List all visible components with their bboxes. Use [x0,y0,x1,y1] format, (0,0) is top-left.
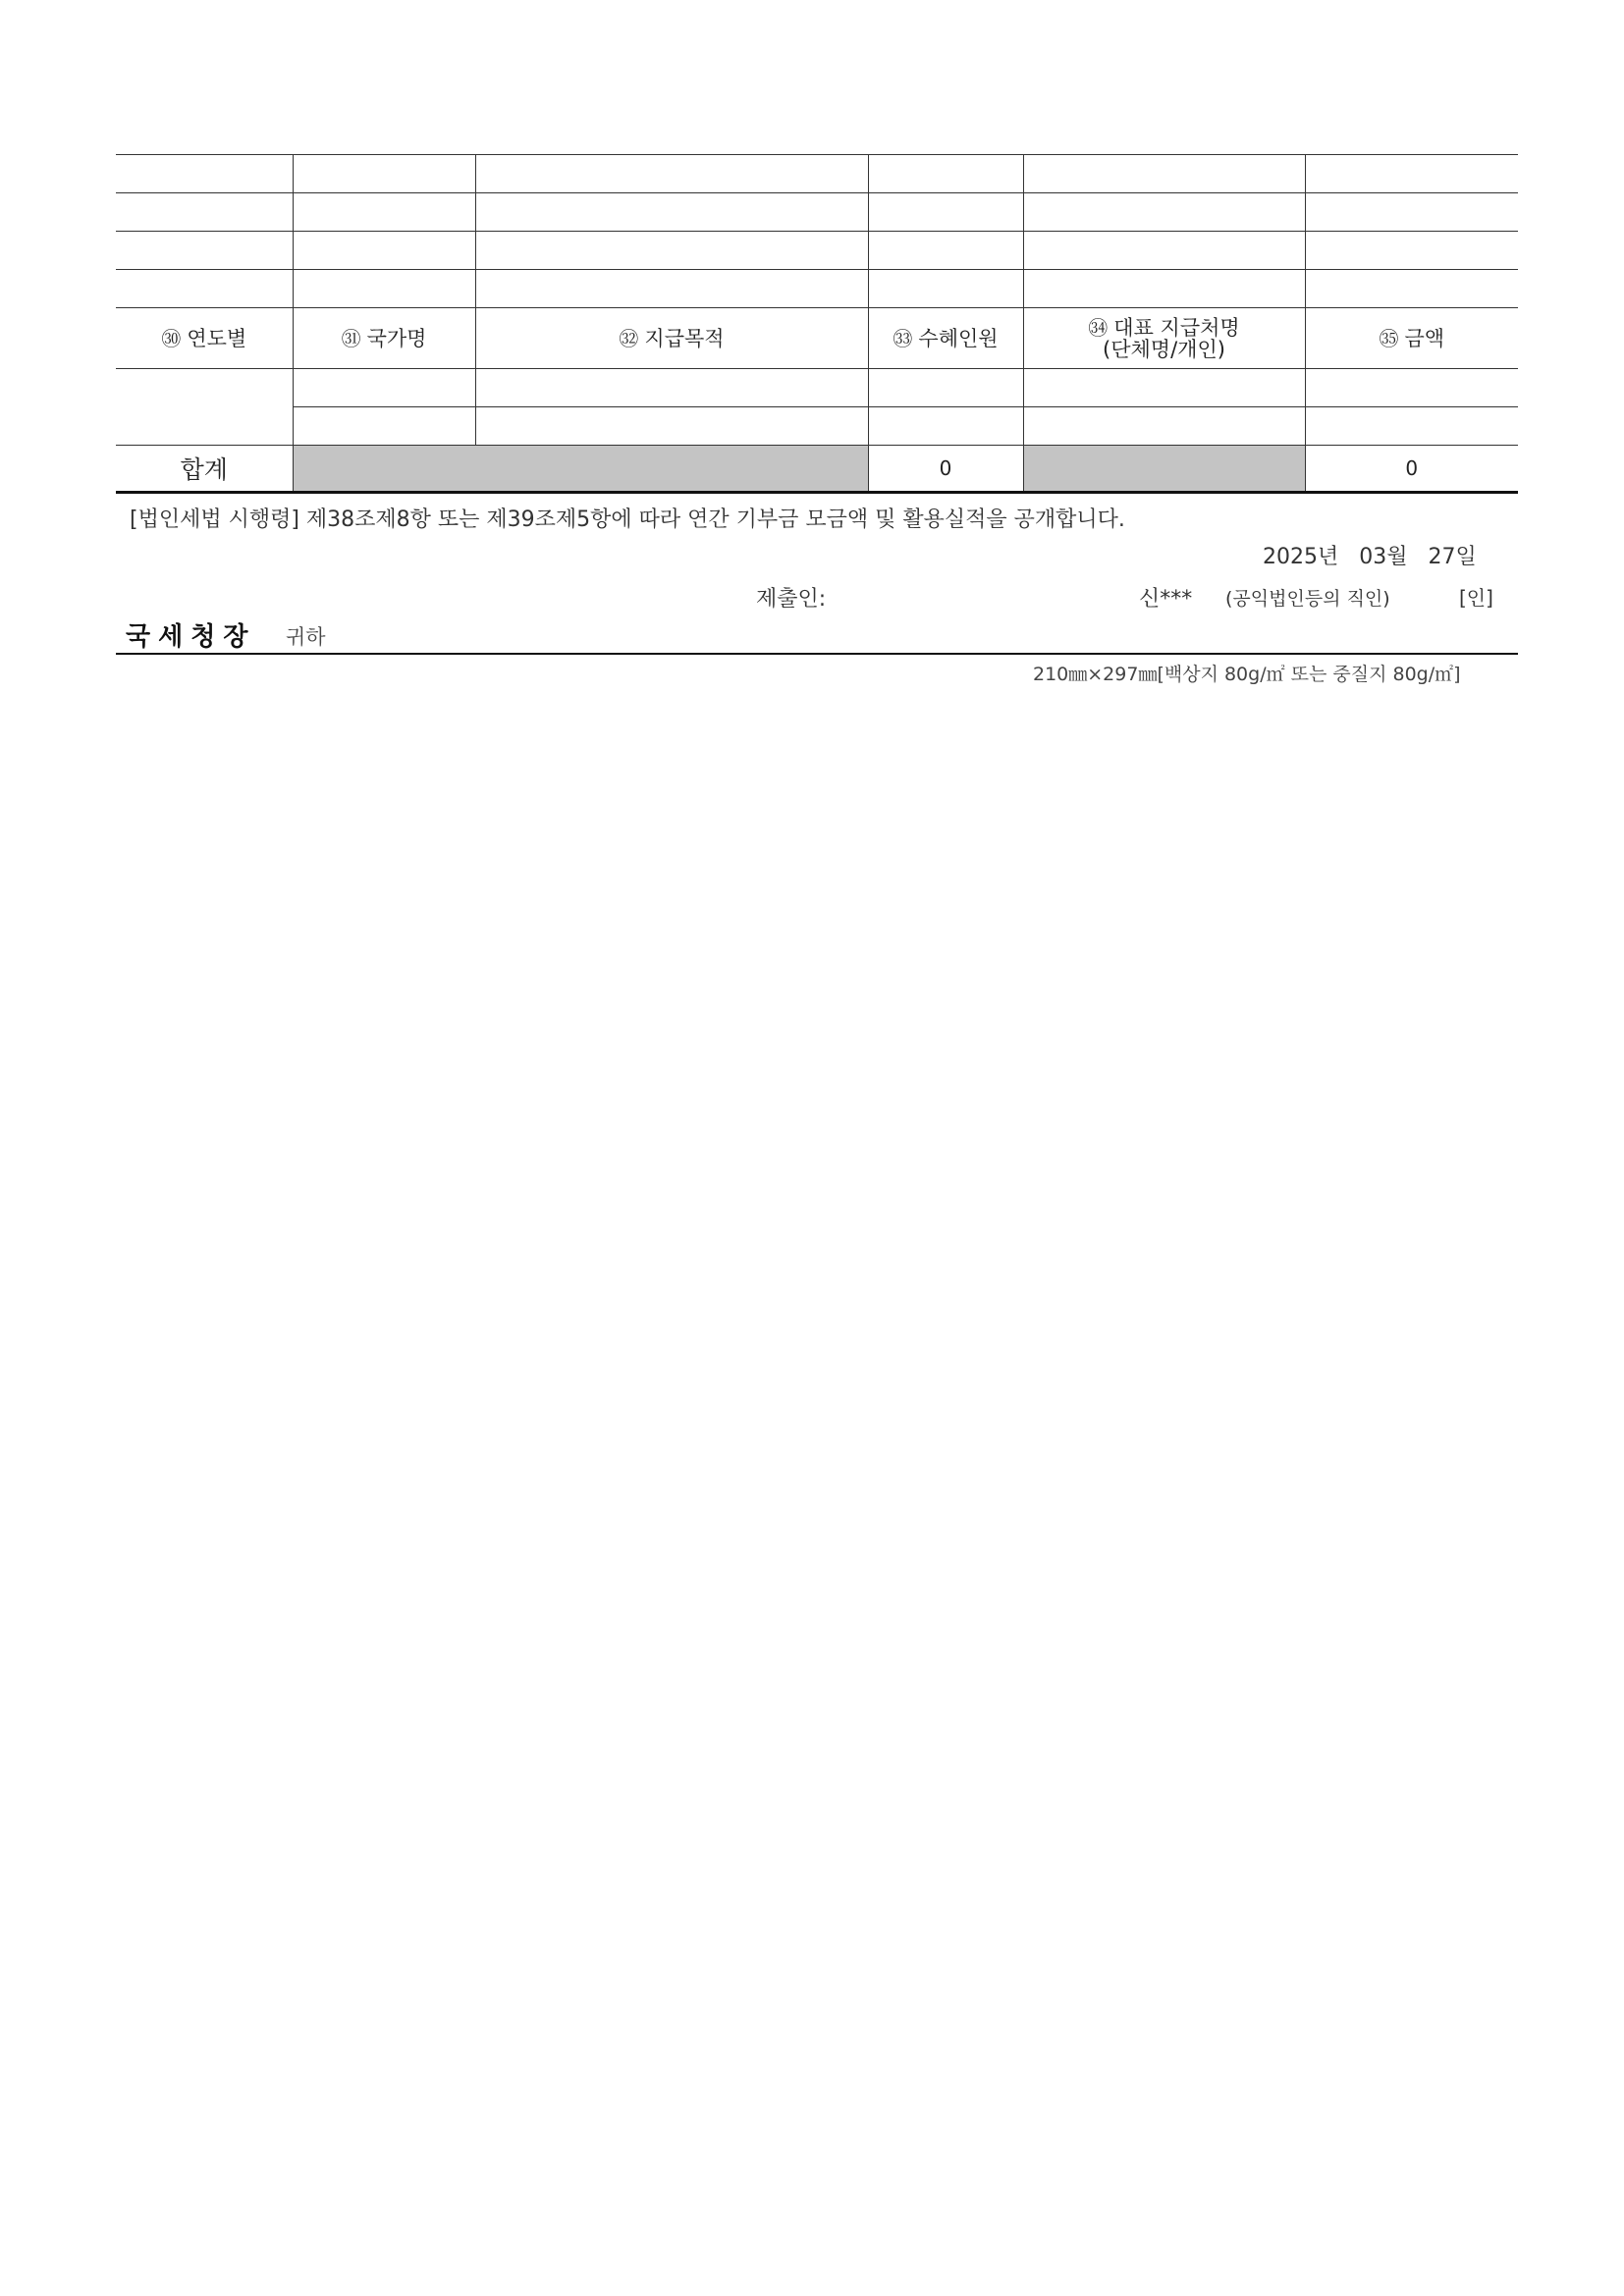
table-cell [1305,369,1518,407]
total-shaded-cell [293,446,868,493]
header-beneficiaries [868,308,1023,369]
table-cell [1305,155,1518,193]
footer-divider [116,653,1518,655]
header-year-label: 연도별 [187,326,247,350]
paper-spec: 210㎜×297㎜[백상지 80g/㎡ 또는 중질지 80g/㎡] [1033,664,1461,685]
header-recipient-label-line1: 대표 지급처명 [1113,315,1240,340]
table-cell [293,232,475,270]
total-row [116,446,1518,493]
header-purpose-label: 지급목적 [644,326,725,350]
table-cell [293,155,475,193]
table-cell [475,232,868,270]
table-cell [1023,369,1305,407]
seal-mark: [인] [1459,586,1493,610]
submitter-label: 제출인: [756,587,827,612]
table-row [116,193,1518,232]
date-month: 03월 [1359,545,1408,569]
table-cell [1305,232,1518,270]
table-header-row [116,308,1518,369]
recipient-title: 국세청장 [126,622,256,652]
circled-number-34: ㉞ [1088,315,1109,340]
table-cell [116,155,293,193]
header-country-label: 국가명 [366,326,427,350]
date-day: 27일 [1428,545,1477,569]
table-cell [116,232,293,270]
table-row [116,270,1518,308]
submitter-name: 신*** [1139,587,1193,612]
table-cell [868,232,1023,270]
header-year [116,308,293,369]
circled-number-30: ㉚ [161,326,182,350]
total-beneficiaries: 0 [868,446,1023,493]
table-cell [1023,270,1305,308]
header-beneficiaries-label: 수혜인원 [918,326,999,350]
circled-number-33: ㉝ [893,326,913,350]
recipient-suffix: 귀하 [286,625,326,649]
table-cell [475,407,868,446]
table-cell [1305,270,1518,308]
table-cell [868,155,1023,193]
table-cell [475,369,868,407]
circled-number-32: ㉜ [619,326,639,350]
table-cell [116,193,293,232]
table-cell [475,155,868,193]
table-row [116,155,1518,193]
year-cell [116,369,293,446]
table-row [116,407,1518,446]
table-cell [1023,193,1305,232]
table-cell [1023,232,1305,270]
legal-notice: [법인세법 시행령] 제38조제8항 또는 제39조제5항에 따라 연간 기부금 모금액 및 활용실적을 공개합니다. [130,507,1125,532]
circled-number-31: ㉛ [341,326,361,350]
date-year: 2025년 [1263,545,1339,569]
table-row [116,232,1518,270]
header-purpose [475,308,868,369]
table-cell [475,270,868,308]
table-cell [1305,407,1518,446]
table-cell [293,270,475,308]
header-amount [1305,308,1518,369]
table-cell [475,193,868,232]
header-amount-label: 금액 [1404,326,1445,350]
table-cell [293,193,475,232]
table-cell [1023,155,1305,193]
total-shaded-cell [1023,446,1305,493]
table-cell [868,193,1023,232]
header-recipient-label-line2: (단체명/개인) [1103,337,1225,361]
submitter-title: (공익법인등의 직인) [1225,588,1390,610]
table-cell [868,369,1023,407]
table-cell [1023,407,1305,446]
total-label: 합계 [116,446,293,493]
table-cell [868,270,1023,308]
header-country [293,308,475,369]
table-cell [293,407,475,446]
table-cell [293,369,475,407]
header-recipient [1023,308,1305,369]
table-cell [868,407,1023,446]
table-row [116,369,1518,407]
circled-number-35: ㉟ [1379,326,1399,350]
total-amount: 0 [1305,446,1518,493]
table-cell [116,270,293,308]
submission-date [1263,540,1477,570]
donation-usage-table [116,154,1518,494]
table-cell [1305,193,1518,232]
